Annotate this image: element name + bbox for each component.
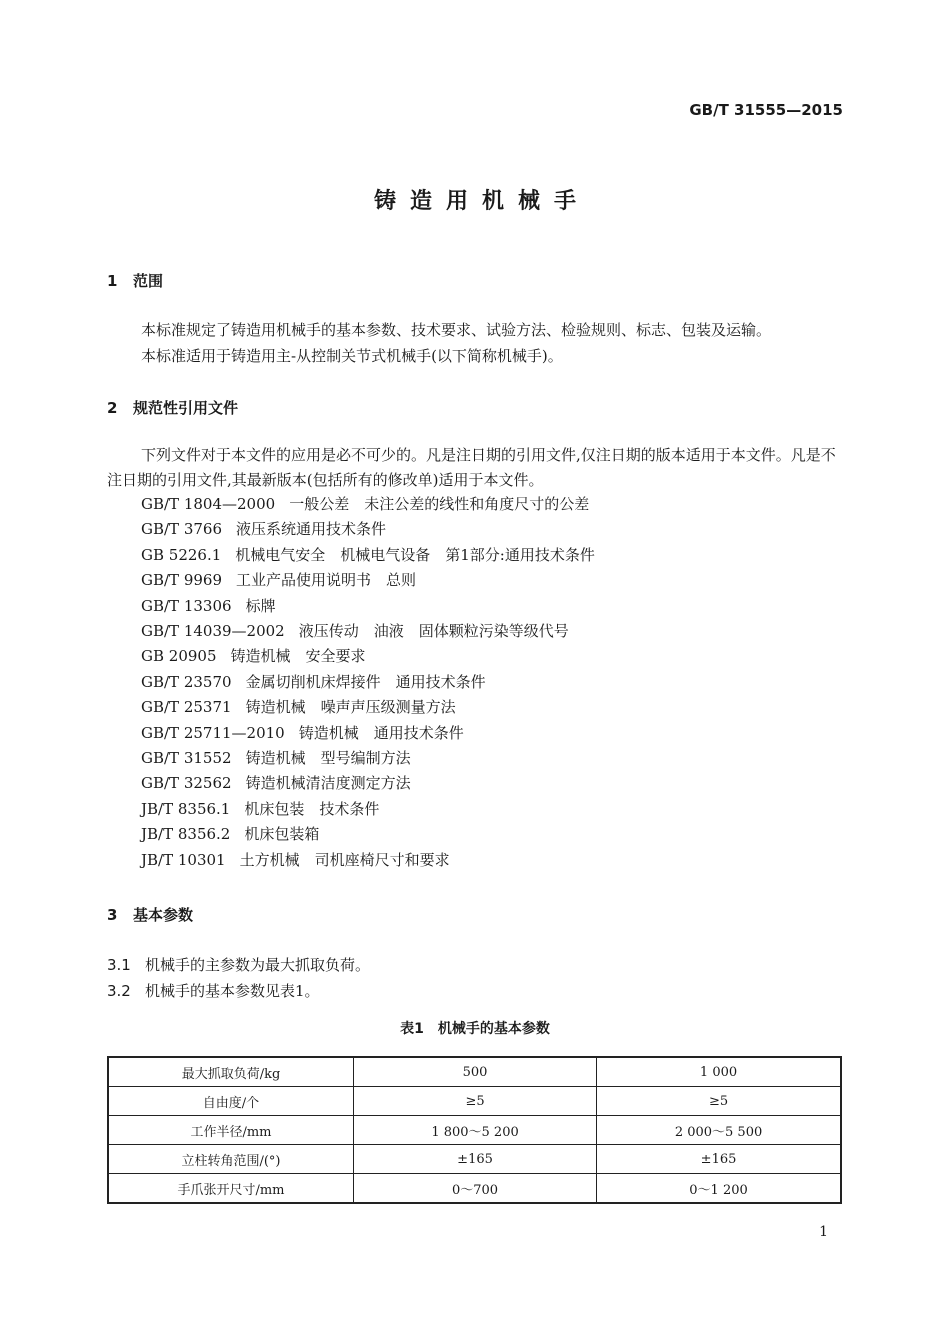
- reference-item: [141, 722, 464, 743]
- clause-number: 3.1: [107, 956, 131, 974]
- table-row: [108, 1057, 841, 1087]
- section-3-heading: [107, 904, 193, 925]
- reference-item: [141, 772, 411, 793]
- table-row-label: 手爪张开尺寸/mm: [108, 1174, 354, 1204]
- parameters-table: [107, 1056, 842, 1204]
- table-caption: 表1 机械手的基本参数: [400, 1021, 550, 1037]
- reference-title: 机床包装箱: [244, 825, 320, 844]
- reference-title: 金属切削机床焊接件 通用技术条件: [245, 672, 486, 691]
- section-title: 规范性引用文件: [133, 399, 239, 417]
- reference-code: GB/T 25371: [141, 698, 232, 717]
- table-row-label: 立柱转角范围/(°): [108, 1145, 354, 1174]
- table-row: [108, 1087, 841, 1116]
- reference-title: 铸造机械 通用技术条件: [298, 723, 464, 742]
- table-row: [108, 1116, 841, 1145]
- table-cell: 1 800～5 200: [354, 1116, 597, 1145]
- reference-item: [141, 493, 589, 514]
- reference-item: [141, 518, 386, 539]
- reference-title: 铸造机械 安全要求: [230, 647, 366, 666]
- section-number: 3: [107, 906, 118, 924]
- reference-item: [141, 671, 486, 692]
- clause-3-1: [107, 954, 370, 975]
- reference-item: [141, 595, 276, 616]
- page-number: 1: [819, 1224, 828, 1240]
- table-cell: 500: [354, 1057, 597, 1087]
- table-row-label: 自由度/个: [108, 1087, 354, 1116]
- table-cell: ±165: [597, 1145, 841, 1174]
- reference-item: [141, 849, 450, 870]
- clause-text: 机械手的基本参数见表1。: [145, 982, 320, 1000]
- reference-title: 铸造机械 噪声声压级测量方法: [245, 698, 456, 717]
- reference-title: 工业产品使用说明书 总则: [236, 571, 417, 590]
- table-cell: 1 000: [597, 1057, 841, 1087]
- reference-code: GB/T 9969: [141, 571, 223, 590]
- table-row-label: 最大抓取负荷/kg: [108, 1057, 354, 1087]
- reference-item: [141, 544, 595, 565]
- reference-code: GB/T 14039—2002: [141, 622, 285, 640]
- reference-item: [141, 747, 411, 768]
- section-title: 基本参数: [133, 906, 194, 924]
- reference-title: 土方机械 司机座椅尺寸和要求: [239, 850, 450, 869]
- scope-paragraph-1: 本标准规定了铸造用机械手的基本参数、技术要求、试验方法、检验规则、标志、包装及运输。: [141, 321, 772, 339]
- reference-title: 液压系统通用技术条件: [236, 520, 387, 539]
- reference-code: GB/T 23570: [141, 672, 232, 691]
- reference-code: GB/T 32562: [141, 774, 232, 793]
- table-row-label: 工作半径/mm: [108, 1116, 354, 1145]
- reference-item: [141, 798, 379, 819]
- section-number: 1: [107, 272, 118, 290]
- reference-title: 一般公差 未注公差的线性和角度尺寸的公差: [289, 495, 590, 513]
- reference-code: JB/T 8356.2: [141, 825, 231, 844]
- section-number: 2: [107, 399, 118, 417]
- table-cell: 2 000～5 500: [597, 1116, 841, 1145]
- reference-code: GB/T 25711—2010: [141, 723, 285, 742]
- reference-code: GB/T 13306: [141, 596, 232, 615]
- reference-code: GB/T 3766: [141, 520, 223, 539]
- table-cell: 0～700: [354, 1174, 597, 1204]
- table-row: [108, 1145, 841, 1174]
- standard-code: GB/T 31555—2015: [689, 101, 843, 119]
- section-1-heading: [107, 270, 163, 291]
- reference-title: 机械电气安全 机械电气设备 第1部分:通用技术条件: [235, 545, 595, 564]
- reference-code: GB 20905: [141, 647, 217, 666]
- scope-paragraph-2: 本标准适用于铸造用主-从控制关节式机械手(以下简称机械手)。: [141, 347, 563, 365]
- reference-code: GB/T 1804—2000: [141, 495, 276, 513]
- table-cell: ±165: [354, 1145, 597, 1174]
- reference-item: [141, 620, 569, 641]
- reference-code: JB/T 8356.1: [141, 799, 231, 818]
- reference-title: 标牌: [245, 596, 276, 615]
- reference-title: 液压传动 油液 固体颗粒污染等级代号: [298, 622, 569, 640]
- reference-title: 机床包装 技术条件: [244, 799, 380, 818]
- section-2-heading: [107, 397, 238, 418]
- table-cell: ≥5: [354, 1087, 597, 1116]
- reference-item: [141, 569, 416, 590]
- reference-item: [141, 696, 456, 717]
- references-intro: 下列文件对于本文件的应用是必不可少的。凡是注日期的引用文件,仅注日期的版本适用于本文件。凡是不注日期的引用文件,其最新版本(包括所有的修改单)适用于本文件。: [107, 446, 836, 489]
- reference-code: GB/T 31552: [141, 749, 232, 767]
- document-title: 铸造用机械手: [373, 188, 590, 214]
- reference-title: 铸造机械 型号编制方法: [245, 749, 411, 767]
- clause-3-2: [107, 980, 320, 1001]
- reference-item: [141, 645, 366, 666]
- table-cell: 0～1 200: [597, 1174, 841, 1204]
- clause-text: 机械手的主参数为最大抓取负荷。: [145, 956, 371, 974]
- table-row: [108, 1174, 841, 1204]
- clause-number: 3.2: [107, 982, 131, 1000]
- reference-code: GB 5226.1: [141, 545, 222, 564]
- table-cell: ≥5: [597, 1087, 841, 1116]
- reference-title: 铸造机械清洁度测定方法: [245, 774, 411, 793]
- section-title: 范围: [133, 272, 164, 290]
- reference-code: JB/T 10301: [141, 850, 226, 869]
- reference-item: [141, 823, 319, 844]
